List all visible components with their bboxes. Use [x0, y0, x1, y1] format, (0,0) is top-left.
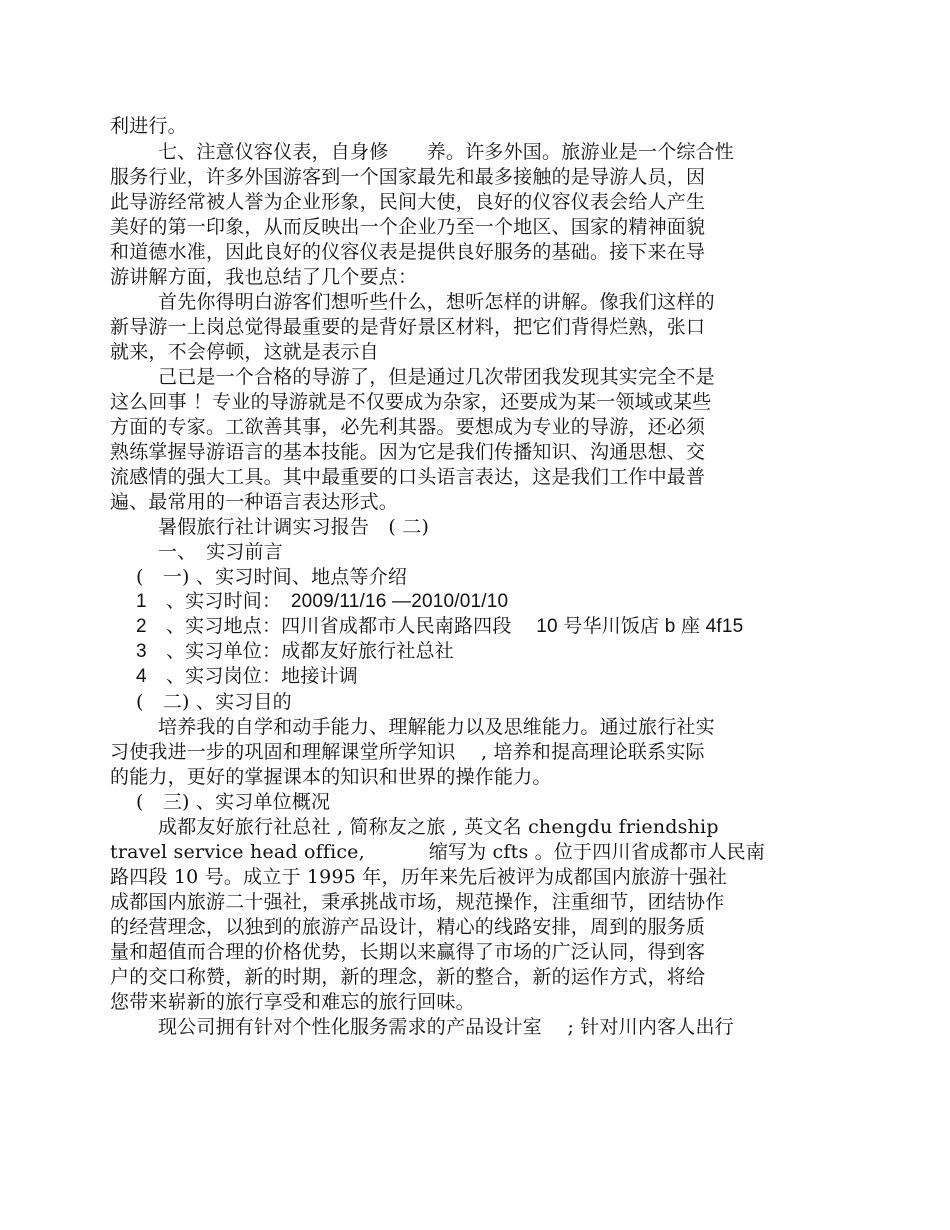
text-line: 熟练掌握导游语言的基本技能。因为它是我们传播知识、沟通思想、交	[110, 441, 706, 463]
section-heading: 一、 实习前言	[158, 541, 283, 563]
list-item: 4 、实习岗位：地接计调	[136, 666, 358, 687]
text-line: 的能力，更好的掌握课本的知识和世界的操作能力。	[110, 766, 552, 788]
paragraph-line: 首先你得明白游客们想听些什么，想听怎样的讲解。像我们这样的	[158, 291, 715, 313]
list-item: 1 、实习时间： 2009/11/16 —2010/01/10	[136, 591, 509, 612]
text-line: 和道德水准，因此良好的仪容仪表是提供良好服务的基础。接下来在导	[110, 241, 706, 263]
paragraph-line: 培养我的自学和动手能力、理解能力以及思维能力。通过旅行社实	[158, 716, 715, 738]
text-line: 这么回事 ！专业的导游就是不仅要成为杂家，还要成为某一领域或某些	[110, 391, 712, 413]
text-line: 此导游经常被人誉为企业形象，民间大使，良好的仪容仪表会给人产生	[110, 191, 706, 213]
paragraph-line: 己已是一个合格的导游了，但是通过几次带团我发现其实完全不是	[158, 366, 715, 388]
text-line: 您带来崭新的旅行享受和难忘的旅行回味。	[110, 991, 475, 1013]
text-line: 量和超值而合理的价格优势，长期以来赢得了市场的广泛认同，得到客	[110, 941, 706, 963]
paragraph-line: 现公司拥有针对个性化服务需求的产品设计室 ; 针对川内客人出行	[158, 1016, 734, 1038]
text-line: 就来，不会停顿，这就是表示自	[110, 341, 379, 363]
text-line: travel service head office, 缩写为 cfts 。位于四川省成都市人民南	[110, 841, 766, 863]
subsection-heading: ( 二) 、实习目的	[136, 691, 292, 713]
section-heading: 暑假旅行社计调实习报告 ( 二)	[158, 516, 430, 538]
subsection-heading: ( 三) 、实习单位概况	[136, 791, 331, 813]
paragraph-line: 成都友好旅行社总社 , 简称友之旅 , 英文名 chengdu friendship	[158, 816, 719, 838]
paragraph-line: 七、注意仪容仪表，自身修 养。许多外国。旅游业是一个综合性	[158, 141, 735, 163]
subsection-heading: ( 一) 、实习时间、地点等介绍	[136, 566, 408, 588]
list-item: 2 、实习地点：四川省成都市人民南路四段 10 号华川饭店 b 座 4f15	[136, 616, 744, 637]
text-line: 遍、最常用的一种语言表达形式。	[110, 491, 399, 513]
text-line: 流感情的强大工具。其中最重要的口头语言表达，这是我们工作中最普	[110, 466, 706, 488]
text-line: 的经营理念，以独到的旅游产品设计，精心的线路安排，周到的服务质	[110, 916, 706, 938]
text-line: 习使我进一步的巩固和理解课堂所学知识 , 培养和提高理论联系实际	[110, 741, 705, 763]
text-line: 路四段 10 号。成立于 1995 年，历年来先后被评为成都国内旅游十强社	[110, 866, 728, 888]
text-line: 美好的第一印象，从而反映出一个企业乃至一个地区、国家的精神面貌	[110, 216, 706, 238]
text-line: 游讲解方面，我也总结了几个要点：	[110, 266, 418, 288]
text-line: 新导游一上岗总觉得最重要的是背好景区材料，把它们背得烂熟，张口	[110, 316, 706, 338]
text-line: 服务行业，许多外国游客到一个国家最先和最多接触的是导游人员，因	[110, 166, 706, 188]
text-line: 成都国内旅游二十强社，秉承挑战市场，规范操作，注重细节，团结协作	[110, 891, 725, 913]
text-line: 户的交口称赞，新的时期，新的理念，新的整合，新的运作方式，将给	[110, 966, 706, 988]
list-item: 3 、实习单位：成都友好旅行社总社	[136, 641, 454, 662]
text-line: 利进行。	[110, 115, 187, 137]
text-line: 方面的专家。工欲善其事，必先利其器。要想成为专业的导游，还必须	[110, 416, 706, 438]
